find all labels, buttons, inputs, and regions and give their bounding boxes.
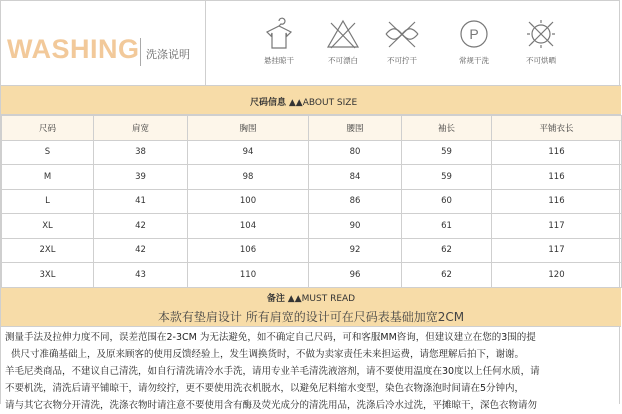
table-cell: 90 bbox=[309, 214, 402, 239]
column-header: 平铺衣长 bbox=[492, 116, 622, 141]
table-cell: 43 bbox=[94, 263, 188, 288]
description-line: 供尺寸准确基础上，及原来顾客的使用反馈经验上，发生调换货时，不做为卖家责任未来担运费，请您理解后拍下，谢谢。 bbox=[11, 349, 525, 360]
note-title-cn: 备注 bbox=[266, 294, 285, 304]
table-cell: 110 bbox=[188, 263, 309, 288]
table-cell: 38 bbox=[94, 140, 188, 165]
table-cell: 98 bbox=[188, 165, 309, 190]
column-header: 胸围 bbox=[188, 116, 309, 141]
care-description bbox=[5, 329, 619, 411]
table-cell: 92 bbox=[309, 238, 402, 263]
table-header-row bbox=[2, 116, 622, 141]
table-cell: 3XL bbox=[2, 263, 94, 288]
description-line: 羊毛尼类商品，不建议自己清洗，如自行清洗请冷水手洗，请用专业羊毛清洗液溶剂，请不要使用温度在30度以上任何水质，请 bbox=[5, 366, 540, 377]
note-band bbox=[1, 287, 621, 327]
washing-title: WASHING bbox=[7, 34, 140, 64]
table-cell: 117 bbox=[492, 214, 622, 239]
washing-subtitle: 洗涤说明 bbox=[146, 48, 190, 61]
care-item-dry-clean bbox=[444, 17, 504, 66]
table-cell: 116 bbox=[492, 189, 622, 214]
care-item-no-bleach bbox=[313, 17, 373, 66]
size-info-band bbox=[1, 85, 621, 115]
table-row bbox=[2, 263, 622, 288]
table-cell: 2XL bbox=[2, 238, 94, 263]
table-cell: S bbox=[2, 140, 94, 165]
care-item-hang-dry bbox=[249, 17, 309, 66]
care-item-no-tumble-dry bbox=[511, 17, 571, 66]
table-row bbox=[2, 189, 622, 214]
svg-text:P: P bbox=[469, 26, 479, 42]
care-label: 常规干洗 bbox=[459, 56, 489, 65]
table-cell: 117 bbox=[492, 238, 622, 263]
note-title-en: ▲▲MUST READ bbox=[287, 294, 356, 304]
table-cell: 59 bbox=[402, 140, 492, 165]
no-bleach-icon bbox=[325, 17, 361, 51]
table-cell: 62 bbox=[402, 238, 492, 263]
dry-clean-icon bbox=[457, 17, 491, 51]
size-info-title-en: ▲▲ABOUT SIZE bbox=[288, 98, 358, 108]
table-cell: 39 bbox=[94, 165, 188, 190]
table-cell: 94 bbox=[188, 140, 309, 165]
note-text: 本款有垫肩设计 所有肩宽的设计可在尺码表基础加宽2CM bbox=[157, 310, 465, 324]
table-cell: L bbox=[2, 189, 94, 214]
table-cell: 59 bbox=[402, 165, 492, 190]
hang-dry-icon bbox=[263, 17, 295, 51]
no-tumble-dry-icon bbox=[523, 17, 559, 51]
table-row bbox=[2, 214, 622, 239]
column-header: 尺码 bbox=[2, 116, 94, 141]
table-cell: M bbox=[2, 165, 94, 190]
table-cell: 42 bbox=[94, 214, 188, 239]
table-cell: 62 bbox=[402, 263, 492, 288]
section-divider bbox=[205, 1, 206, 85]
table-row bbox=[2, 165, 622, 190]
table-cell: 106 bbox=[188, 238, 309, 263]
washing-section bbox=[1, 1, 621, 85]
no-wring-icon bbox=[382, 17, 422, 51]
column-header: 腰围 bbox=[309, 116, 402, 141]
table-cell: 120 bbox=[492, 263, 622, 288]
table-cell: 84 bbox=[309, 165, 402, 190]
table-cell: 104 bbox=[188, 214, 309, 239]
table-row bbox=[2, 238, 622, 263]
care-item-no-wring bbox=[372, 17, 432, 66]
size-info-title bbox=[250, 95, 357, 108]
table-cell: 42 bbox=[94, 238, 188, 263]
table-cell: 80 bbox=[309, 140, 402, 165]
table-cell: 60 bbox=[402, 189, 492, 214]
note-title bbox=[1, 291, 621, 304]
table-cell: 41 bbox=[94, 189, 188, 214]
table-cell: 116 bbox=[492, 140, 622, 165]
table-cell: 61 bbox=[402, 214, 492, 239]
size-info-title-cn: 尺码信息 bbox=[250, 98, 287, 108]
table-row bbox=[2, 140, 622, 165]
table-cell: 116 bbox=[492, 165, 622, 190]
table-cell: 86 bbox=[309, 189, 402, 214]
care-label: 不可漂白 bbox=[328, 56, 358, 65]
care-label: 不可拧干 bbox=[387, 56, 417, 65]
description-line: 测量手法及拉伸力度不同，误差范围在2-3CM 为无法避免，如不确定自己尺码，可和客服MM咨询，但建议建立在您的3围的提 bbox=[5, 332, 536, 343]
size-table bbox=[1, 115, 622, 288]
care-label: 不可烘晒 bbox=[526, 56, 556, 65]
column-header: 肩宽 bbox=[94, 116, 188, 141]
table-cell: 96 bbox=[309, 263, 402, 288]
table-cell: XL bbox=[2, 214, 94, 239]
care-label: 悬挂晾干 bbox=[264, 56, 294, 65]
description-line: 不要机洗，清洗后请平铺晾干，请勿绞拧，更不要使用洗衣机脱水，以避免尼料缩水变型，染色衣物涤泡时间请在5分钟内， bbox=[5, 383, 525, 394]
title-separator bbox=[140, 38, 141, 66]
table-cell: 100 bbox=[188, 189, 309, 214]
column-header: 袖长 bbox=[402, 116, 492, 141]
description-line: 请与其它衣物分开清洗，洗涤衣物时请注意不要使用含有酶及荧光成分的清洗用品，洗涤后冷水过洗，平摊晾干，深色衣物请勿 bbox=[5, 400, 538, 411]
